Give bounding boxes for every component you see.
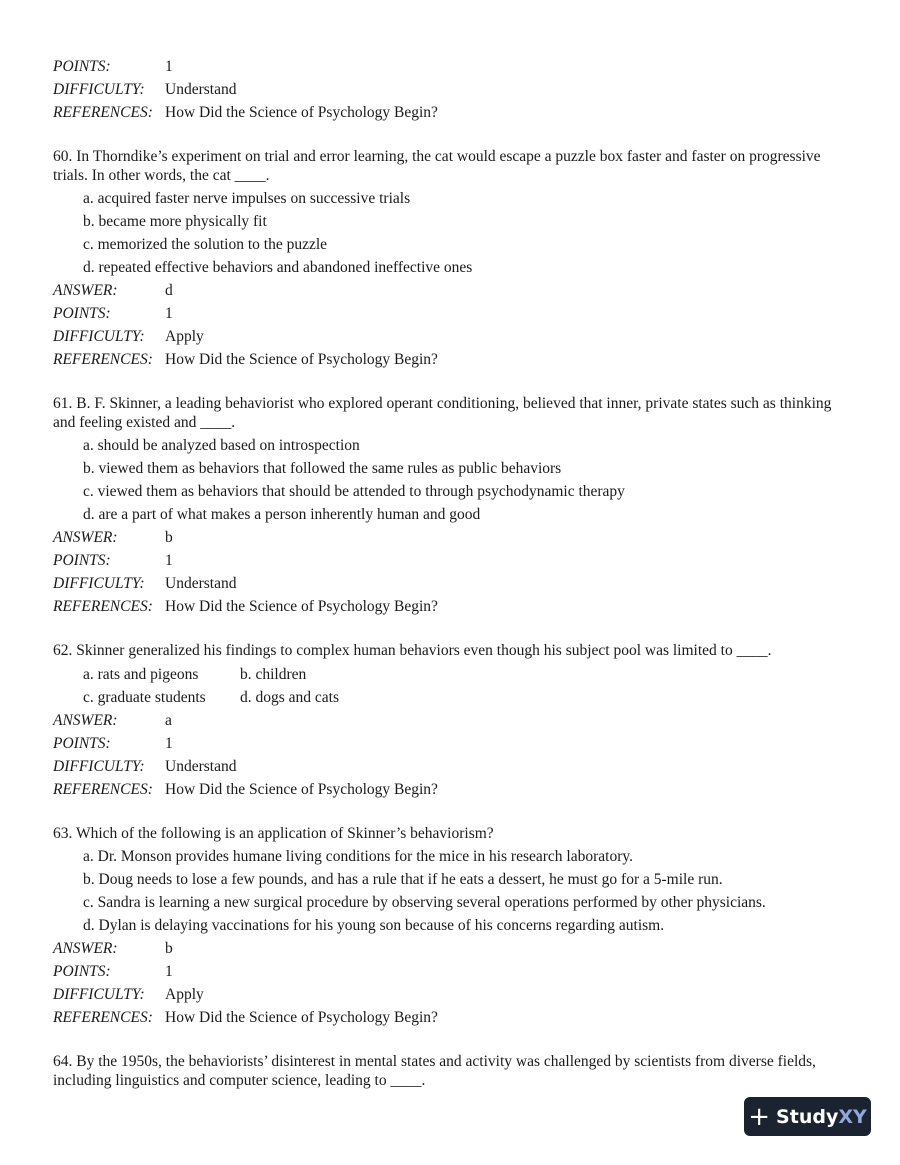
points-value: 1 bbox=[165, 58, 173, 75]
option-c: c. Sandra is learning a new surgical procedure by observing several operations performed by other physicians. bbox=[83, 894, 766, 911]
references-value: How Did the Science of Psychology Begin? bbox=[165, 351, 438, 368]
difficulty-row bbox=[53, 755, 853, 778]
option-a: a. Dr. Monson provides humane living conditions for the mice in his research laboratory. bbox=[83, 848, 633, 865]
option-b: b. viewed them as behaviors that followed the same rules as public behaviors bbox=[83, 460, 562, 477]
option-d: d. Dylan is delaying vaccinations for his young son because of his concerns regarding autism. bbox=[83, 917, 665, 934]
references-label: REFERENCES: bbox=[53, 598, 153, 615]
option-b: b. children bbox=[240, 665, 307, 683]
points-row bbox=[53, 960, 853, 983]
references-label: REFERENCES: bbox=[53, 351, 153, 368]
difficulty-label: DIFFICULTY: bbox=[53, 986, 145, 1003]
option-c: c. graduate students bbox=[83, 688, 206, 706]
option-d: d. are a part of what makes a person inherently human and good bbox=[83, 506, 481, 523]
references-value: How Did the Science of Psychology Begin? bbox=[165, 598, 438, 615]
difficulty-row bbox=[53, 983, 853, 1006]
option-row bbox=[53, 686, 853, 709]
references-label: REFERENCES: bbox=[53, 1009, 153, 1026]
references-row bbox=[53, 348, 853, 371]
difficulty-row bbox=[53, 325, 853, 348]
answer-row bbox=[53, 279, 853, 302]
logo-text-main: Study bbox=[776, 1105, 839, 1128]
document-page bbox=[53, 55, 853, 1092]
points-label: POINTS: bbox=[53, 305, 111, 322]
answer-label: ANSWER: bbox=[53, 940, 118, 957]
option-a: a. should be analyzed based on introspection bbox=[83, 437, 360, 454]
answer-value: a bbox=[165, 711, 172, 729]
question-62 bbox=[53, 642, 853, 801]
difficulty-value: Understand bbox=[165, 81, 237, 98]
question-60 bbox=[53, 148, 853, 371]
option-a: a. acquired faster nerve impulses on successive trials bbox=[83, 190, 411, 207]
question-stem: 62. Skinner generalized his findings to complex human behaviors even though his subject pool was limited to ____. bbox=[53, 642, 772, 659]
points-label: POINTS: bbox=[53, 963, 111, 980]
question-stem: 63. Which of the following is an application of Skinner’s behaviorism? bbox=[53, 824, 494, 842]
references-label: REFERENCES: bbox=[53, 104, 153, 121]
points-row bbox=[53, 732, 853, 755]
points-label: POINTS: bbox=[53, 552, 111, 569]
references-label: REFERENCES: bbox=[53, 780, 153, 798]
answer-row bbox=[53, 709, 853, 732]
points-row bbox=[53, 55, 853, 78]
references-row bbox=[53, 101, 853, 124]
points-value: 1 bbox=[165, 305, 173, 322]
answer-row bbox=[53, 937, 853, 960]
option-c: c. viewed them as behaviors that should be attended to through psychodynamic therapy bbox=[83, 483, 625, 500]
answer-value: b bbox=[165, 529, 173, 546]
points-row bbox=[53, 302, 853, 325]
studyxy-logo bbox=[744, 1097, 871, 1136]
references-value: How Did the Science of Psychology Begin? bbox=[165, 104, 438, 121]
difficulty-label: DIFFICULTY: bbox=[53, 575, 145, 592]
difficulty-label: DIFFICULTY: bbox=[53, 81, 145, 98]
difficulty-value: Apply bbox=[165, 328, 204, 345]
difficulty-label: DIFFICULTY: bbox=[53, 328, 145, 345]
references-row bbox=[53, 778, 853, 801]
points-label: POINTS: bbox=[53, 734, 111, 752]
references-row bbox=[53, 595, 853, 618]
question-stem: 64. By the 1950s, the behaviorists’ disinterest in mental states and activity was challenged by scientists from diverse fields, including linguistics and computer science, leading to ____. bbox=[53, 1053, 816, 1089]
answer-label: ANSWER: bbox=[53, 529, 118, 546]
references-row bbox=[53, 1006, 853, 1029]
question-stem: 60. In Thorndike’s experiment on trial and error learning, the cat would escape a puzzle box faster and faster on progressive trials. In other words, the cat ____. bbox=[53, 148, 821, 184]
option-b: b. Doug needs to lose a few pounds, and has a rule that if he eats a dessert, he must go for a 5-mile run. bbox=[83, 871, 723, 888]
points-row bbox=[53, 549, 853, 572]
logo-text-accent: XY bbox=[838, 1105, 867, 1128]
points-label: POINTS: bbox=[53, 58, 111, 75]
answer-value: d bbox=[165, 282, 173, 299]
difficulty-label: DIFFICULTY: bbox=[53, 757, 145, 775]
points-value: 1 bbox=[165, 963, 173, 980]
question-61 bbox=[53, 395, 853, 618]
answer-value: b bbox=[165, 940, 173, 957]
points-value: 1 bbox=[165, 734, 173, 752]
question-63 bbox=[53, 825, 853, 1030]
difficulty-row bbox=[53, 78, 853, 101]
option-d: d. repeated effective behaviors and abandoned ineffective ones bbox=[83, 259, 473, 276]
difficulty-value: Apply bbox=[165, 986, 204, 1003]
option-a: a. rats and pigeons bbox=[83, 665, 199, 683]
difficulty-value: Understand bbox=[165, 575, 237, 592]
references-value: How Did the Science of Psychology Begin? bbox=[165, 1009, 438, 1026]
option-row bbox=[53, 663, 853, 686]
answer-row bbox=[53, 526, 853, 549]
question-stem: 61. B. F. Skinner, a leading behaviorist who explored operant conditioning, believed that inner, private states such as thinking and feeling existed and ____. bbox=[53, 395, 832, 431]
plus-icon: + bbox=[748, 1101, 771, 1132]
references-value: How Did the Science of Psychology Begin? bbox=[165, 780, 438, 798]
difficulty-row bbox=[53, 572, 853, 595]
answer-label: ANSWER: bbox=[53, 711, 118, 729]
option-c: c. memorized the solution to the puzzle bbox=[83, 236, 328, 253]
difficulty-value: Understand bbox=[165, 757, 237, 775]
option-d: d. dogs and cats bbox=[240, 688, 340, 706]
answer-label: ANSWER: bbox=[53, 282, 118, 299]
option-b: b. became more physically fit bbox=[83, 213, 267, 230]
points-value: 1 bbox=[165, 552, 173, 569]
prev-question-meta bbox=[53, 55, 853, 124]
question-64 bbox=[53, 1053, 853, 1090]
